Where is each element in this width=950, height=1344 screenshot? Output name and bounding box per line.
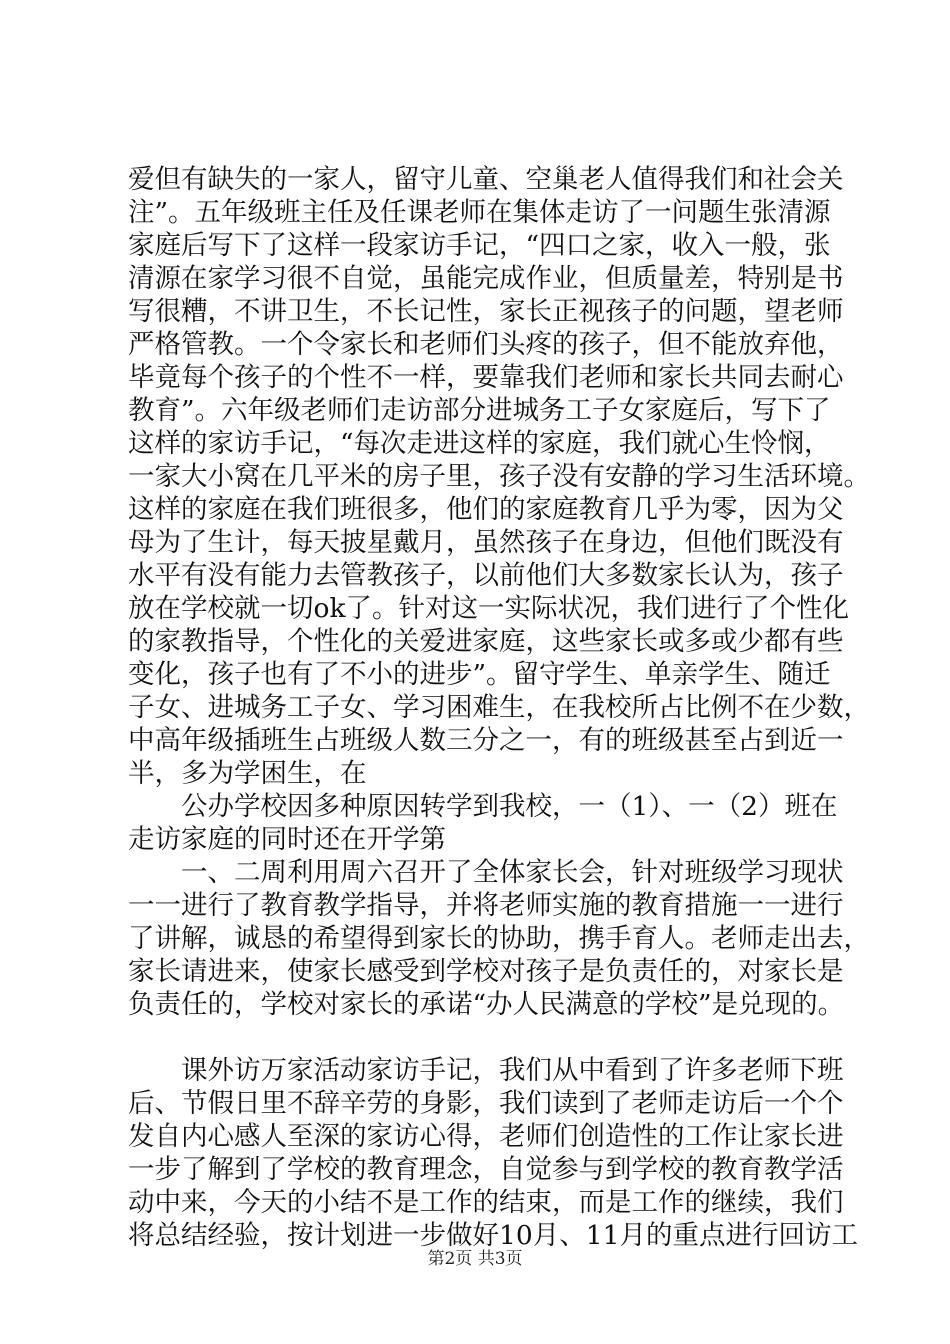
text-line: 后、节假日里不辞辛劳的身影，我们读到了老师走访后一个个 bbox=[128, 1088, 844, 1119]
text-line: 爱但有缺失的一家人，留守儿童、空巢老人值得我们和社会关 bbox=[128, 164, 844, 195]
text-line: 一一进行了教育教学指导，并将老师实施的教育措施一一进行 bbox=[128, 890, 844, 921]
text-line: 一步了解到了学校的教育理念，自觉参与到学校的教育教学活 bbox=[128, 1154, 844, 1185]
text-line: 一、二周利用周六召开了全体家长会，针对班级学习现状 bbox=[181, 857, 844, 888]
text-line: 母为了生计，每天披星戴月，虽然孩子在身边，但他们既没有 bbox=[128, 527, 844, 558]
paragraph-4 bbox=[128, 1054, 858, 1252]
text-line: 变化，孩子也有了不小的进步”。留守学生、单亲学生、随迁 bbox=[128, 659, 831, 690]
text-line: 负责任的，学校对家长的承诺“办人民满意的学校”是兑现的。 bbox=[128, 989, 845, 1020]
text-line: 发自内心感人至深的家访心得，老师们创造性的工作让家长进 bbox=[128, 1121, 844, 1152]
text-line: 公办学校因多种原因转学到我校，一（1）、一（2）班在 bbox=[181, 791, 838, 822]
text-line: 子女、进城务工子女、学习困难生，在我校所占比例不在少数， bbox=[128, 692, 870, 723]
text-line: 这样的家访手记，“每次走进这样的家庭，我们就心生怜悯， bbox=[128, 428, 831, 459]
text-line: 走访家庭的同时还在开学第 bbox=[128, 824, 446, 855]
text-line: 中高年级插班生占班级人数三分之一，有的班级甚至占到近一 bbox=[128, 725, 844, 756]
text-line: 毕竟每个孩子的个性不一样，要靠我们老师和家长共同去耐心 bbox=[128, 362, 844, 393]
text-line: 将总结经验，按计划进一步做好10月、11月的重点进行回访工 bbox=[128, 1220, 858, 1251]
text-line: 家庭后写下了这样一段家访手记，“四口之家，收入一般，张 bbox=[128, 230, 831, 261]
paragraph-spacer bbox=[128, 1021, 858, 1054]
text-line: 写很糟，不讲卫生，不长记性，家长正视孩子的问题，望老师 bbox=[128, 296, 844, 327]
text-line: 严格管教。一个令家长和老师们头疼的孩子，但不能放弃他， bbox=[128, 329, 844, 360]
text-line: 课外访万家活动家访手记，我们从中看到了许多老师下班 bbox=[181, 1055, 844, 1086]
document-body bbox=[128, 163, 870, 1252]
paragraph-3 bbox=[128, 856, 870, 1021]
text-line: 动中来，今天的小结不是工作的结束，而是工作的继续，我们 bbox=[128, 1187, 844, 1218]
text-line: 教育”。六年级老师们走访部分进城务工子女家庭后，写下了 bbox=[128, 395, 831, 426]
text-line: 水平有没有能力去管教孩子，以前他们大多数家长认为，孩子 bbox=[128, 560, 844, 591]
text-line: 注”。五年级班主任及任课老师在集体走访了一问题生张清源 bbox=[128, 197, 831, 228]
text-line: 了讲解，诚恳的希望得到家长的协助，携手育人。老师走出去， bbox=[128, 923, 870, 954]
page-number-footer: 第2页 共3页 bbox=[427, 1249, 523, 1269]
text-line: 的家教指导，个性化的关爱进家庭，这些家长或多或少都有些 bbox=[128, 626, 844, 657]
text-line: 清源在家学习很不自觉，虽能完成作业，但质量差，特别是书 bbox=[128, 263, 844, 294]
text-line: 家长请进来，使家长感受到学校对孩子是负责任的，对家长是 bbox=[128, 956, 844, 987]
paragraph-2 bbox=[128, 790, 858, 856]
text-line: 这样的家庭在我们班很多，他们的家庭教育几乎为零，因为父 bbox=[128, 494, 844, 525]
text-line: 一家大小窝在几平米的房子里，孩子没有安静的学习生活环境。 bbox=[128, 461, 870, 492]
text-line: 半，多为学困生，在 bbox=[128, 758, 367, 789]
text-line: 放在学校就一切ok了。针对这一实际状况，我们进行了个性化 bbox=[128, 593, 850, 624]
paragraph-1 bbox=[128, 163, 870, 790]
